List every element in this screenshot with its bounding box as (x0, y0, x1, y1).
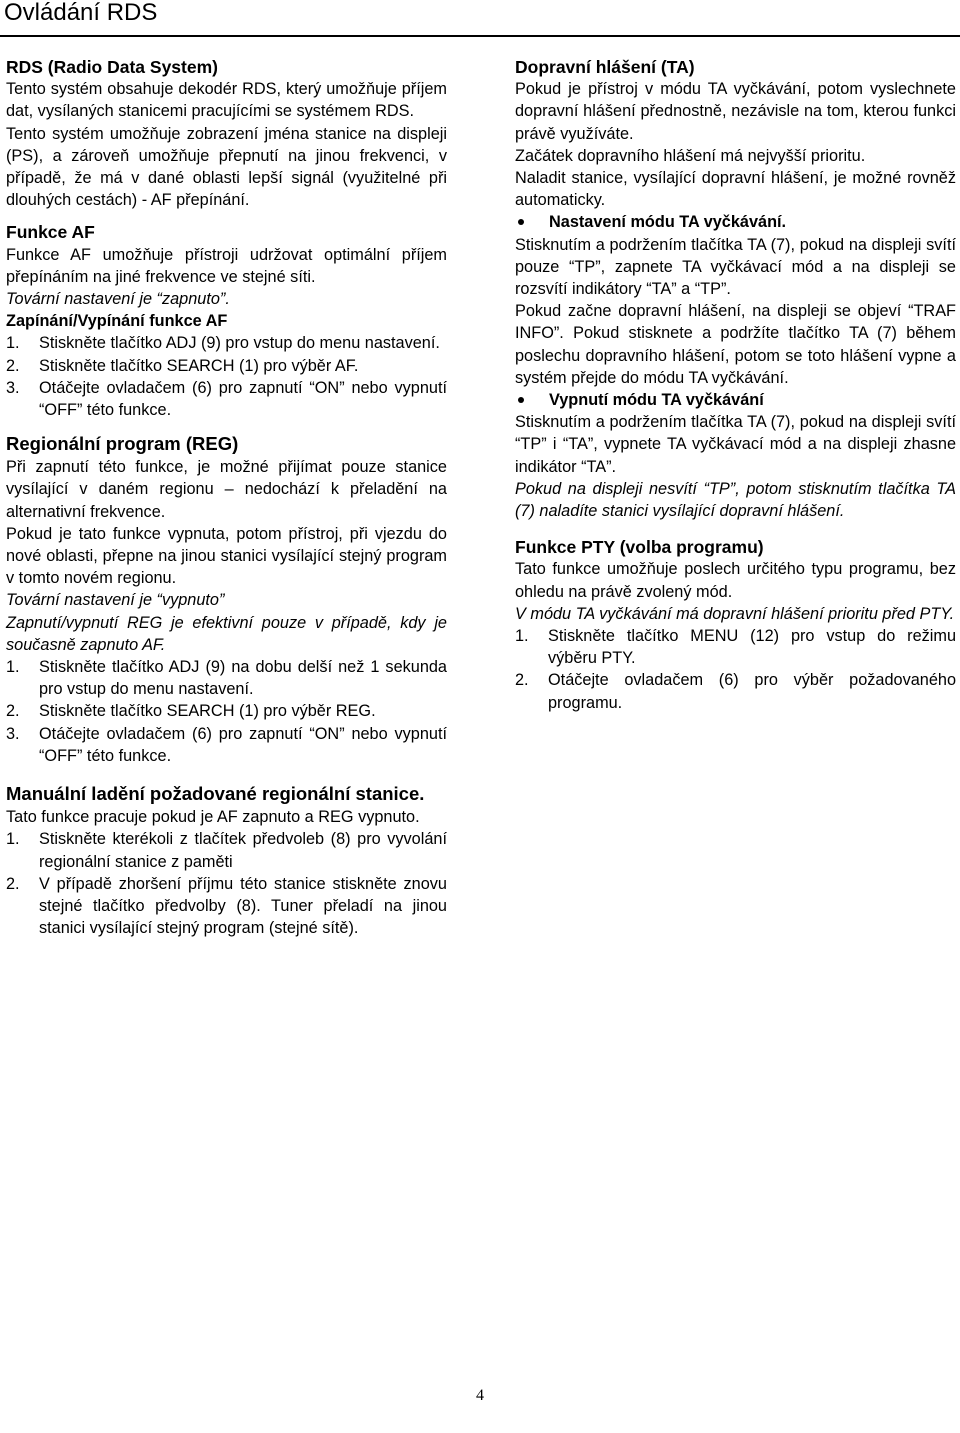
list-item (515, 669, 956, 713)
reg-paragraph-1: Při zapnutí této funkce, je možné přijímat pouze stanice vysílající v daném regionu – nedochází k přeladění na alternativní frekvence. (6, 458, 447, 521)
rds-paragraph-1: Tento systém obsahuje dekodér RDS, který umožňuje příjem dat, vysílaných stanicemi pracujícími se systémem RDS. (6, 80, 447, 121)
pty-note: V módu TA vyčkávání má dopravní hlášení prioritu před PTY. (515, 604, 955, 623)
step-number: 1. (515, 627, 529, 646)
ta-bullet2-paragraph: Stisknutím a podržením tlačítka TA (7), pokud na displeji svítí “TP” i “TA”, vypnete TA vyčkávací mód a na displeji zhasne indikátor “TA”. (515, 413, 956, 476)
list-item (515, 389, 956, 411)
list-item (515, 211, 956, 233)
step-number: 2. (6, 356, 20, 375)
step-number: 1. (6, 830, 20, 849)
list-item (6, 700, 447, 722)
reg-factory-setting: Tovární nastavení je “vypnuto” (6, 591, 225, 610)
ta-paragraph-1: Pokud je přístroj v módu TA vyčkávání, potom vyslechnete dopravní hlášení přednostně, nezávisle na tom, kterou funkci právě využíváte. (515, 80, 956, 143)
manual-heading: Manuální ladění požadované regionální stanice. (6, 783, 425, 805)
list-item (6, 656, 447, 700)
ta-heading: Dopravní hlášení (TA) (515, 57, 695, 77)
list-item (6, 332, 447, 354)
page-title: Ovládání RDS (4, 0, 158, 26)
list-item (6, 723, 447, 767)
step-text: V případě zhoršení příjmu této stanice stiskněte znovu stejné tlačítko předvolby (8). Tuner přeladí na jinou stanici vysílající stejný program (stejné sítě). (39, 874, 447, 938)
ta-bullet2-note: Pokud na displeji nesvítí “TP”, potom stisknutím tlačítka TA (7) naladíte stanici vysílající dopravní hlášení. (515, 479, 956, 521)
ta-bullet-list-1 (515, 211, 956, 233)
step-text: Otáčejte ovladačem (6) pro zapnutí “ON” nebo vypnutí “OFF” této funkce. (39, 724, 447, 765)
af-subheading: Zapínání/Vypínání funkce AF (6, 312, 228, 331)
step-text: Otáčejte ovladačem (6) pro zapnutí “ON” nebo vypnutí “OFF” této funkce. (39, 378, 447, 420)
list-item (6, 355, 447, 377)
bullet-icon (518, 219, 524, 225)
ta-paragraph-3: Naladit stanice, vysílající dopravní hlášení, je možné rovněž automaticky. (515, 169, 956, 210)
right-column (515, 56, 956, 714)
step-text: Stiskněte kterékoli z tlačítek předvoleb (8) pro vyvolání regionální stanice z paměti (39, 830, 447, 871)
ta-bullet-list-2 (515, 389, 956, 411)
reg-steps-list (6, 656, 447, 767)
step-number: 2. (6, 702, 20, 721)
step-number: 2. (6, 874, 20, 893)
ta-paragraph-2: Začátek dopravního hlášení má nejvyšší prioritu. (515, 146, 866, 165)
rds-heading: RDS (Radio Data System) (6, 57, 218, 77)
af-steps-list (6, 332, 447, 421)
af-paragraph: Funkce AF umožňuje přístroji udržovat optimální příjem přepínáním na jiné frekvence ve stejné síti. (6, 245, 447, 286)
pty-steps-list (515, 625, 956, 714)
left-column (6, 56, 447, 939)
list-item (515, 625, 956, 669)
step-text: Otáčejte ovladačem (6) pro výběr požadovaného programu. (548, 671, 956, 712)
reg-note: Zapnutí/vypnutí REG je efektivní pouze v případě, kdy je současně zapnuto AF. (6, 613, 447, 654)
reg-heading: Regionální program (REG) (6, 433, 239, 455)
step-number: 3. (6, 724, 20, 743)
step-number: 1. (6, 334, 20, 353)
page-number: 4 (476, 1387, 484, 1404)
title-rule (0, 35, 960, 37)
list-item (6, 873, 447, 940)
manual-paragraph: Tato funkce pracuje pokud je AF zapnuto a REG vypnuto. (6, 808, 420, 827)
ta-bullet1-paragraph-1: Stisknutím a podržením tlačítka TA (7), pokud na displeji svítí pouze “TP”, zapnete TA vyčkávací mód a na displeji se rozsvítí indikátory “TA” a “TP”. (515, 235, 956, 299)
step-text: Stiskněte tlačítko SEARCH (1) pro výběr AF. (39, 356, 359, 375)
af-heading: Funkce AF (6, 222, 95, 243)
reg-paragraph-2: Pokud je tato funkce vypnuta, potom přístroj, při vjezdu do nové oblasti, přepne na jinou stanici vysílající stejný program v tomto novém regionu. (6, 524, 447, 588)
pty-heading: Funkce PTY (volba programu) (515, 537, 764, 558)
list-item (6, 377, 447, 421)
step-text: Stiskněte tlačítko SEARCH (1) pro výběr REG. (39, 702, 376, 721)
ta-bullet1-paragraph-2: Pokud začne dopravní hlášení, na displeji se objeví “TRAF INFO”. Pokud stisknete a podržíte tlačítko TA (7) během poslechu dopravního hlášení, potom se toto hlášení vypne a systém přejde do módu TA vyčkávání. (515, 302, 956, 387)
rds-paragraph-2: Tento systém umožňuje zobrazení jména stanice na displeji (PS), a zároveň umožňuje přepnutí na jinou frekvenci, v případě, že má v dané oblasti lepší signál (využitelné při dlouhých cestách) - AF přepínání. (6, 124, 447, 210)
step-number: 3. (6, 378, 20, 397)
manual-steps-list (6, 828, 447, 939)
step-text: Stiskněte tlačítko ADJ (9) na dobu delší než 1 sekunda pro vstup do menu nastavení. (39, 658, 447, 699)
bullet-text: Nastavení módu TA vyčkávání. (549, 213, 787, 232)
bullet-icon (518, 397, 524, 403)
step-number: 2. (515, 671, 529, 690)
step-number: 1. (6, 658, 20, 677)
step-text: Stiskněte tlačítko MENU (12) pro vstup do režimu výběru PTY. (548, 627, 956, 668)
list-item (6, 828, 447, 872)
bullet-text: Vypnutí módu TA vyčkávání (549, 391, 764, 410)
af-factory-setting: Tovární nastavení je “zapnuto”. (6, 290, 230, 309)
pty-paragraph: Tato funkce umožňuje poslech určitého typu programu, bez ohledu na právě zvolený mód. (515, 560, 956, 601)
step-text: Stiskněte tlačítko ADJ (9) pro vstup do menu nastavení. (39, 334, 440, 353)
